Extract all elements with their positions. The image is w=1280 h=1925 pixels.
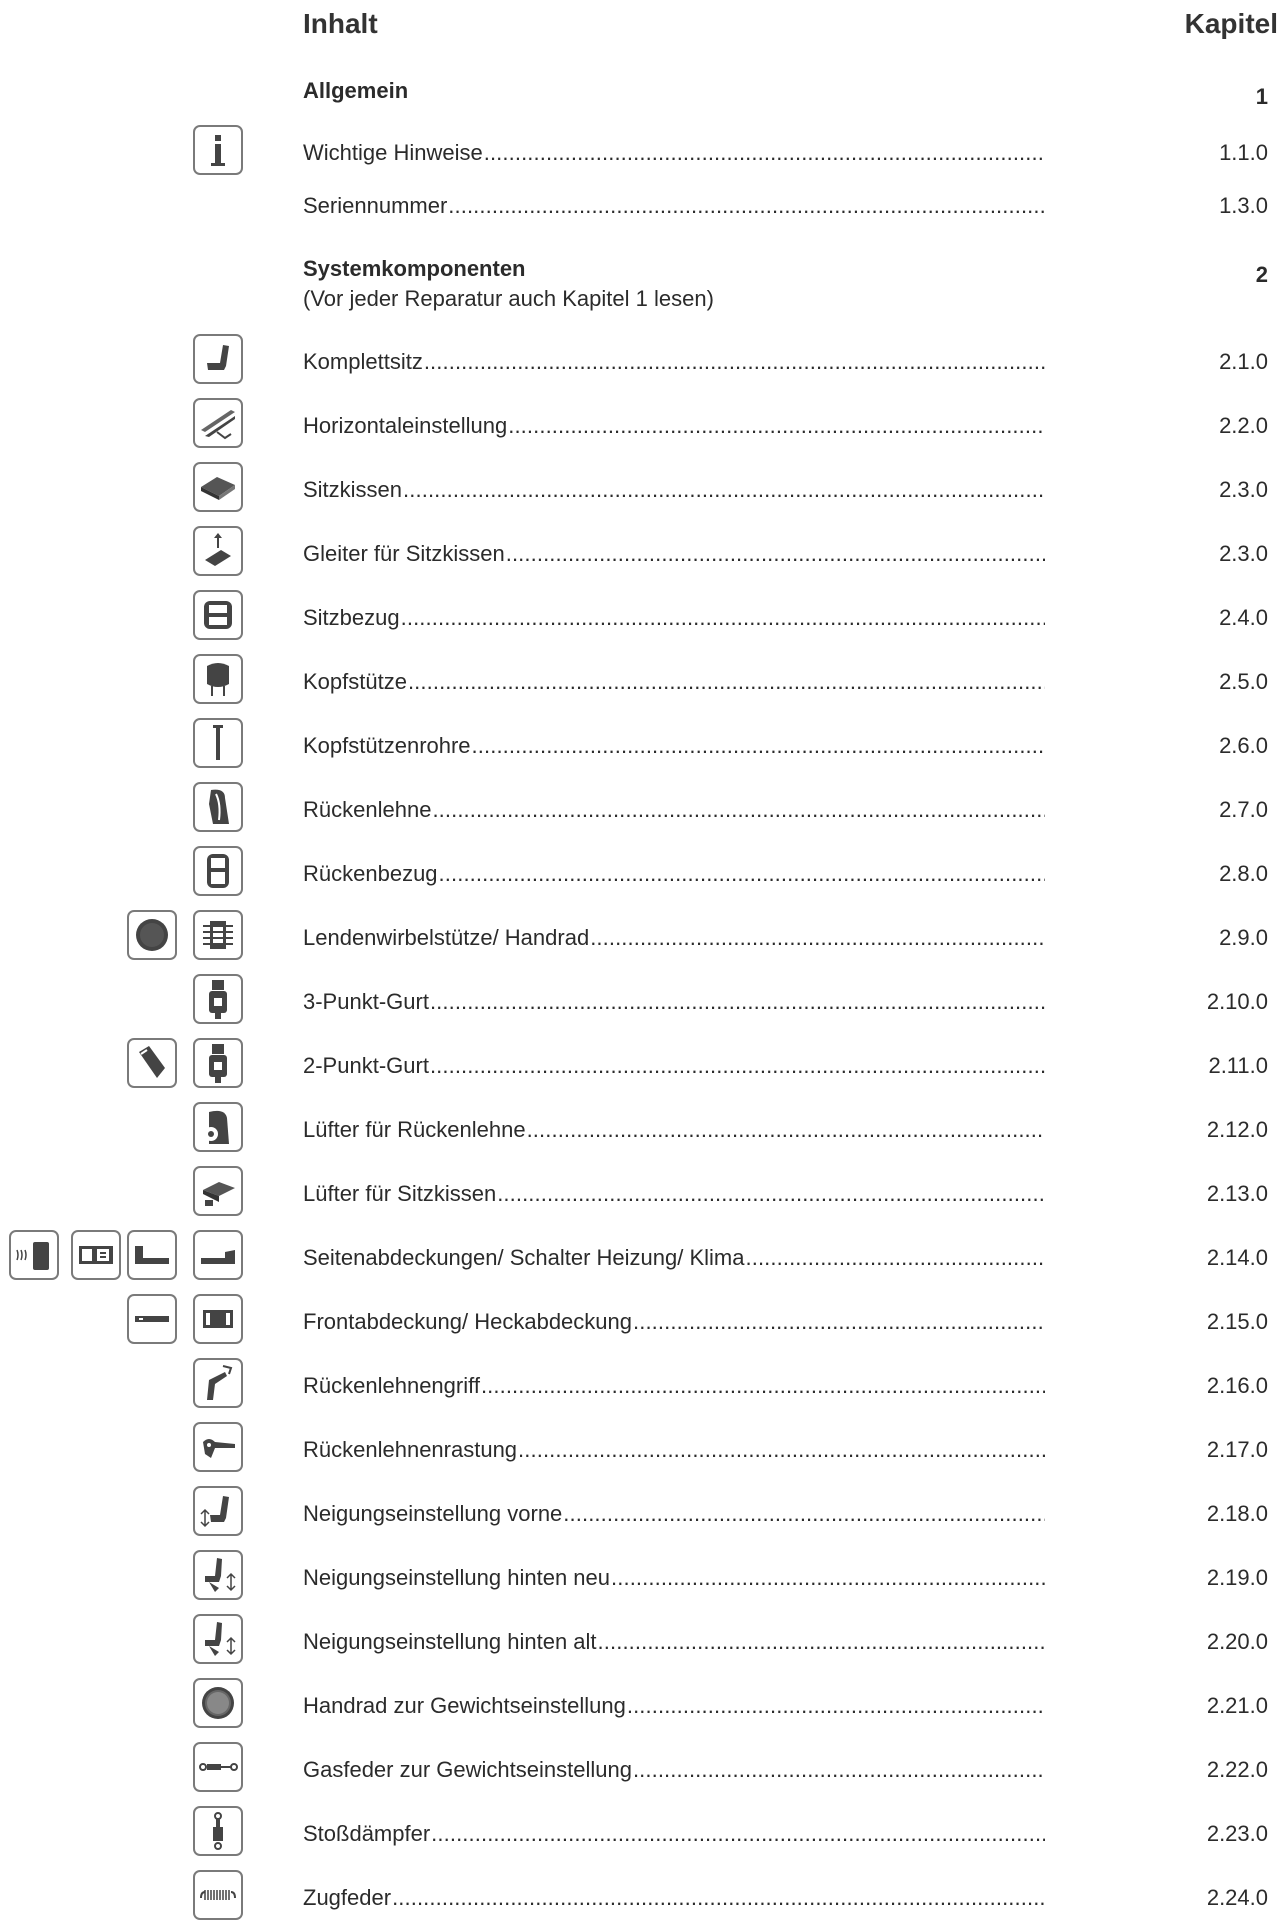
toc-entry bbox=[303, 541, 1268, 571]
toc-entry-leader bbox=[303, 925, 1045, 951]
dot-leader bbox=[611, 1565, 1045, 1591]
toc-entry bbox=[303, 1501, 1268, 1531]
slider-icon bbox=[193, 526, 243, 576]
toc-entry-chapter: 2.22.0 bbox=[1206, 1757, 1268, 1782]
dot-leader bbox=[481, 1373, 1045, 1399]
toc-entry-chapter: 2.14.0 bbox=[1206, 1245, 1268, 1270]
dot-leader bbox=[508, 413, 1045, 439]
weight-handwheel-icon bbox=[193, 1678, 243, 1728]
toc-entry-chapter: 2.3.0 bbox=[1219, 541, 1268, 566]
dot-leader bbox=[431, 1821, 1045, 1847]
dot-leader bbox=[598, 1629, 1045, 1655]
belt-buckle-icon bbox=[193, 1038, 243, 1088]
dot-leader bbox=[506, 541, 1045, 567]
seat-cover-icon bbox=[193, 590, 243, 640]
toc-entry-leader bbox=[303, 1821, 1045, 1847]
backrest-fan-icon bbox=[193, 1102, 243, 1152]
section-title: Allgemein bbox=[303, 78, 409, 103]
toc-entry bbox=[303, 193, 1268, 223]
tilt-rear-icon bbox=[193, 1550, 243, 1600]
toc-entry-chapter: 2.16.0 bbox=[1206, 1373, 1268, 1398]
toc-entry-label: Lendenwirbelstütze/ Handrad bbox=[303, 925, 590, 950]
toc-entry-chapter: 2.10.0 bbox=[1206, 989, 1268, 1014]
toc-entry bbox=[303, 1373, 1268, 1403]
dot-leader bbox=[432, 797, 1045, 823]
cushion-icon bbox=[193, 462, 243, 512]
toc-entry-leader bbox=[303, 989, 1045, 1015]
dot-leader bbox=[472, 733, 1045, 759]
toc-entry-leader bbox=[303, 1565, 1045, 1591]
toc-entry-label: Seitenabdeckungen/ Schalter Heizung/ Klima bbox=[303, 1245, 745, 1270]
toc-entry-leader bbox=[303, 193, 1045, 219]
toc-entry bbox=[303, 1309, 1268, 1339]
dot-leader bbox=[563, 1501, 1045, 1527]
toc-entry-leader bbox=[303, 140, 1045, 166]
toc-entry-label: Stoßdämpfer bbox=[303, 1821, 431, 1846]
toc-entry-chapter: 2.8.0 bbox=[1219, 861, 1268, 886]
toc-entry-label: Kopfstütze bbox=[303, 669, 407, 694]
toc-entry bbox=[303, 925, 1268, 955]
info-icon bbox=[193, 125, 243, 175]
dot-leader bbox=[633, 1309, 1045, 1335]
toc-entry-label: 2-Punkt-Gurt bbox=[303, 1053, 429, 1078]
toc-entry bbox=[303, 1117, 1268, 1147]
section-general bbox=[303, 78, 1268, 109]
toc-entry-chapter: 2.23.0 bbox=[1206, 1821, 1268, 1846]
toc-entry bbox=[303, 140, 1268, 170]
toc-entry-chapter: 2.9.0 bbox=[1219, 925, 1268, 950]
toc-entry-label: Wichtige Hinweise bbox=[303, 140, 483, 165]
toc-entry-label: Seriennummer bbox=[303, 193, 448, 218]
toc-entry-label: Sitzbezug bbox=[303, 605, 400, 630]
handwheel-knob-icon bbox=[127, 910, 177, 960]
toc-entry bbox=[303, 733, 1268, 763]
toc-entry-chapter: 2.13.0 bbox=[1206, 1181, 1268, 1206]
toc-entry-chapter: 2.21.0 bbox=[1206, 1693, 1268, 1718]
toc-entry-chapter: 2.24.0 bbox=[1206, 1885, 1268, 1910]
section-system-components bbox=[303, 256, 1268, 312]
toc-entry-label: Gasfeder zur Gewichtseinstellung bbox=[303, 1757, 632, 1782]
toc-entry-chapter: 2.3.0 bbox=[1219, 477, 1268, 502]
toc-entry bbox=[303, 349, 1268, 379]
dot-leader bbox=[424, 349, 1045, 375]
toc-entry-leader bbox=[303, 733, 1045, 759]
climate-switch-icon bbox=[71, 1230, 121, 1280]
dot-leader bbox=[403, 477, 1045, 503]
toc-entry-label: Gleiter für Sitzkissen bbox=[303, 541, 505, 566]
toc-entry-leader bbox=[303, 605, 1045, 631]
toc-entry-chapter: 2.12.0 bbox=[1206, 1117, 1268, 1142]
toc-entry-label: Neigungseinstellung vorne bbox=[303, 1501, 563, 1526]
toc-entry-chapter: 2.5.0 bbox=[1219, 669, 1268, 694]
toc-entry bbox=[303, 1821, 1268, 1851]
headrest-icon bbox=[193, 654, 243, 704]
toc-entry-leader bbox=[303, 1245, 1045, 1271]
toc-entry-leader bbox=[303, 1757, 1045, 1783]
side-cover-right-icon bbox=[193, 1230, 243, 1280]
dot-leader bbox=[401, 605, 1045, 631]
toc-entry bbox=[303, 1053, 1268, 1083]
dot-leader bbox=[430, 989, 1045, 1015]
dot-leader bbox=[590, 925, 1045, 951]
dot-leader bbox=[527, 1117, 1045, 1143]
toc-entry-leader bbox=[303, 349, 1045, 375]
toc-entry-label: Sitzkissen bbox=[303, 477, 403, 502]
toc-entry-leader bbox=[303, 1629, 1045, 1655]
toc-entry-leader bbox=[303, 1309, 1045, 1335]
toc-entry-chapter: 2.7.0 bbox=[1219, 797, 1268, 822]
toc-entry-leader bbox=[303, 1437, 1045, 1463]
tilt-front-icon bbox=[193, 1486, 243, 1536]
toc-entry-leader bbox=[303, 1693, 1045, 1719]
dot-leader bbox=[392, 1885, 1045, 1911]
toc-entry-chapter: 2.1.0 bbox=[1219, 349, 1268, 374]
toc-entry-leader bbox=[303, 669, 1045, 695]
rail-icon bbox=[193, 398, 243, 448]
toc-entry-leader bbox=[303, 797, 1045, 823]
toc-entry-chapter: 2.11.0 bbox=[1208, 1053, 1268, 1078]
toc-entry bbox=[303, 861, 1268, 891]
shock-absorber-icon bbox=[193, 1806, 243, 1856]
toc-entry-label: Rückenlehne bbox=[303, 797, 432, 822]
toc-entry-chapter: 1.1.0 bbox=[1219, 140, 1268, 165]
dot-leader bbox=[518, 1437, 1045, 1463]
toc-entry-chapter: 2.17.0 bbox=[1206, 1437, 1268, 1462]
toc-entry bbox=[303, 797, 1268, 827]
dot-leader bbox=[633, 1757, 1045, 1783]
section-title: Systemkomponenten bbox=[303, 256, 526, 281]
toc-entry-leader bbox=[303, 1117, 1045, 1143]
toc-entry-label: Rückenlehnengriff bbox=[303, 1373, 480, 1398]
lumbar-support-icon bbox=[193, 910, 243, 960]
toc-entry-leader bbox=[303, 861, 1045, 887]
headrest-tube-icon bbox=[193, 718, 243, 768]
toc-entry-chapter: 2.15.0 bbox=[1206, 1309, 1268, 1334]
toc-entry bbox=[303, 1885, 1268, 1915]
toc-entry-leader bbox=[303, 1885, 1045, 1911]
heating-switch-icon bbox=[9, 1230, 59, 1280]
toc-entry bbox=[303, 1629, 1268, 1659]
backrest-lever-icon bbox=[193, 1358, 243, 1408]
toc-entry-chapter: 2.6.0 bbox=[1219, 733, 1268, 758]
toc-entry-label: Rückenbezug bbox=[303, 861, 438, 886]
toc-entry-label: Rückenlehnenrastung bbox=[303, 1437, 518, 1462]
dot-leader bbox=[430, 1053, 1045, 1079]
toc-entry-label: Handrad zur Gewichtseinstellung bbox=[303, 1693, 626, 1718]
toc-entry-chapter: 2.4.0 bbox=[1219, 605, 1268, 630]
toc-entry-label: Zugfeder bbox=[303, 1885, 392, 1910]
contents-heading: Inhalt bbox=[303, 8, 378, 39]
toc-entry-label: Komplettsitz bbox=[303, 349, 423, 374]
toc-entry-label: Lüfter für Sitzkissen bbox=[303, 1181, 497, 1206]
dot-leader bbox=[497, 1181, 1045, 1207]
toc-entry-chapter: 2.2.0 bbox=[1219, 413, 1268, 438]
belt-tongue-icon bbox=[127, 1038, 177, 1088]
tilt-rear-icon bbox=[193, 1614, 243, 1664]
backrest-latch-icon bbox=[193, 1422, 243, 1472]
dot-leader bbox=[746, 1245, 1046, 1271]
toc-entry bbox=[303, 1245, 1268, 1275]
tension-spring-icon bbox=[193, 1870, 243, 1920]
toc-entry bbox=[303, 1757, 1268, 1787]
toc-entry-chapter: 2.20.0 bbox=[1206, 1629, 1268, 1654]
toc-entry bbox=[303, 605, 1268, 635]
toc-entry-label: 3-Punkt-Gurt bbox=[303, 989, 429, 1014]
toc-entry-chapter: 1.3.0 bbox=[1219, 193, 1268, 218]
toc-entry-label: Neigungseinstellung hinten alt bbox=[303, 1629, 597, 1654]
dot-leader bbox=[484, 140, 1045, 166]
toc-entry-leader bbox=[303, 1501, 1045, 1527]
dot-leader bbox=[627, 1693, 1045, 1719]
toc-entry-label: Neigungseinstellung hinten neu bbox=[303, 1565, 611, 1590]
toc-entry-label: Frontabdeckung/ Heckabdeckung bbox=[303, 1309, 632, 1334]
front-cover-icon bbox=[127, 1294, 177, 1344]
belt-buckle-icon bbox=[193, 974, 243, 1024]
toc-entry-chapter: 2.19.0 bbox=[1206, 1565, 1268, 1590]
toc-entry-leader bbox=[303, 413, 1045, 439]
rear-cover-icon bbox=[193, 1294, 243, 1344]
toc-entry-label: Kopfstützenrohre bbox=[303, 733, 471, 758]
toc-entry-chapter: 2.18.0 bbox=[1206, 1501, 1268, 1526]
toc-entry-leader bbox=[303, 541, 1045, 567]
toc-entry bbox=[303, 1181, 1268, 1211]
gas-spring-icon bbox=[193, 1742, 243, 1792]
section-number: 2 bbox=[1255, 262, 1268, 287]
toc-entry-leader bbox=[303, 1373, 1045, 1399]
toc-entry-label: Horizontaleinstellung bbox=[303, 413, 508, 438]
dot-leader bbox=[448, 193, 1045, 219]
backrest-icon bbox=[193, 782, 243, 832]
toc-entry bbox=[303, 1437, 1268, 1467]
toc-entry-leader bbox=[303, 477, 1045, 503]
chapter-heading: Kapitel bbox=[1184, 8, 1278, 39]
section-number: 1 bbox=[1255, 84, 1268, 109]
dot-leader bbox=[439, 861, 1045, 887]
toc-entry bbox=[303, 1565, 1268, 1595]
toc-entry bbox=[303, 1693, 1268, 1723]
section-subtitle: (Vor jeder Reparatur auch Kapitel 1 lesen) bbox=[303, 286, 714, 311]
dot-leader bbox=[408, 669, 1045, 695]
toc-entry bbox=[303, 669, 1268, 699]
cushion-fan-icon bbox=[193, 1166, 243, 1216]
toc-entry bbox=[303, 413, 1268, 443]
toc-entry-leader bbox=[303, 1053, 1045, 1079]
seat-icon bbox=[193, 334, 243, 384]
toc-entry bbox=[303, 477, 1268, 507]
backrest-cover-icon bbox=[193, 846, 243, 896]
toc-entry-label: Lüfter für Rückenlehne bbox=[303, 1117, 526, 1142]
toc-entry bbox=[303, 989, 1268, 1019]
side-cover-left-icon bbox=[127, 1230, 177, 1280]
toc-entry-leader bbox=[303, 1181, 1045, 1207]
